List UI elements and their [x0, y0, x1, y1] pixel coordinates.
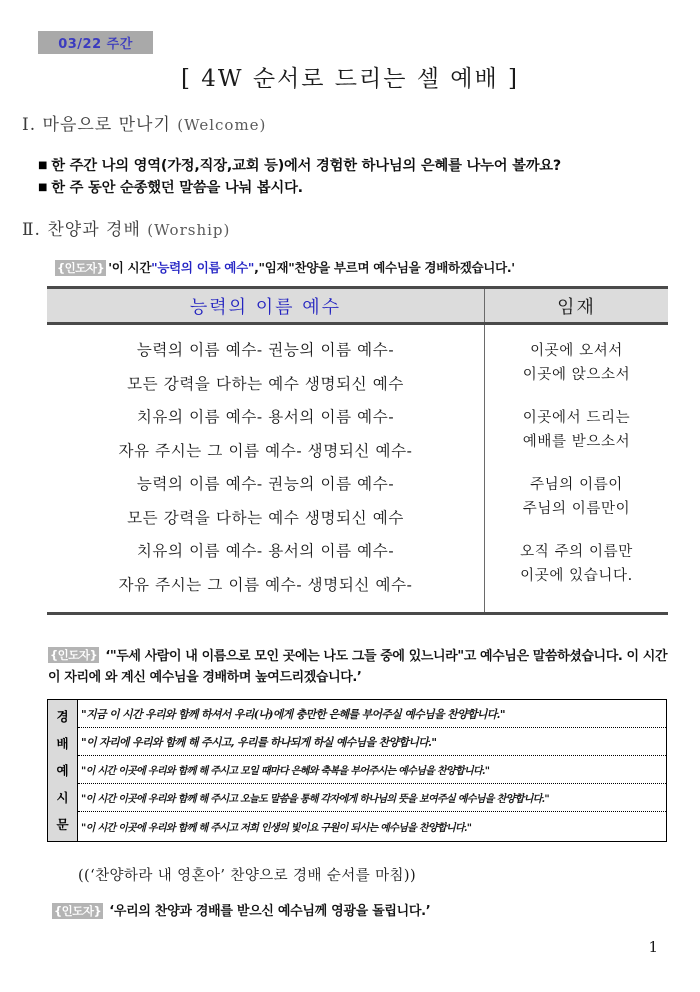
section-name-en: (Welcome) [177, 116, 267, 134]
presence-line: 이곳에서 드리는 [522, 410, 631, 426]
presence-line: 이곳에 오셔서 [530, 343, 623, 359]
song-title-primary: "능력의 이름 예수" [151, 260, 255, 275]
section-number: Ⅱ. [22, 220, 41, 240]
table-row [78, 812, 666, 840]
page-number: 1 [648, 938, 658, 956]
example-sentence: "이 자리에 우리와 함께 해 주시고, 우리를 하나되게 하실 예수님을 찬양합니다." [81, 734, 437, 749]
song-title-secondary: "임재" [258, 260, 295, 275]
column-header-presence: 임재 [485, 288, 669, 324]
lyric-line: 능력의 이름 예수- 권능의 이름 예수- [136, 475, 395, 493]
closing-note: ((‘찬양하라 내 영혼아’ 찬양으로 경배 순서를 마침)) [78, 868, 417, 884]
presence-lyrics-cell [485, 324, 669, 614]
praise-lyrics-table [47, 286, 668, 615]
list-item-label: 한 주 동안 순종했던 말씀을 나눠 봅시다. [51, 180, 303, 196]
table-row [47, 324, 668, 614]
example-sentence: "지금 이 시간 우리와 함께 하셔서 우리(나)에게 충만한 은혜를 부어주실 예수님을 찬양합니다." [81, 706, 505, 721]
leader-tag-badge: {인도자} [50, 648, 98, 662]
label-char: 시 [56, 790, 69, 805]
lyric-line: 능력의 이름 예수- 권능의 이름 예수- [136, 341, 395, 359]
worship-example-rows [78, 700, 666, 841]
presence-line: 오직 주의 이름만 [520, 544, 633, 560]
label-char: 배 [56, 736, 69, 751]
worship-example-vertical-label [48, 700, 78, 841]
presence-stanza [485, 473, 668, 521]
presence-line: 이곳에 있습니다. [520, 568, 633, 584]
leader-paragraph-scripture [48, 646, 682, 688]
column-header-song: 능력의 이름 예수 [47, 288, 485, 324]
lyric-line: 모든 강력을 다하는 예수 생명되신 예수 [127, 508, 404, 527]
presence-line: 이곳에 앉으소서 [522, 367, 631, 383]
page-title: [ 4W 순서로 드리는 셀 예배 ] [180, 66, 520, 92]
date-badge-label: 03/22 주간 [58, 37, 133, 52]
section-number: Ⅰ. [22, 115, 37, 135]
leader-tag-badge: {인도자} [54, 904, 102, 918]
table-header-row [47, 288, 668, 324]
presence-stanza [485, 406, 668, 454]
label-char: 경 [56, 709, 69, 724]
leader-tag-badge: {인도자} [57, 261, 105, 275]
table-row [78, 728, 666, 756]
table-row [78, 700, 666, 728]
square-bullet-icon: ■ [38, 160, 48, 171]
welcome-bullet-list [38, 155, 698, 199]
leader-line-closing-text: ‘우리의 찬양과 경배를 받으신 예수님께 영광을 돌립니다.’ [109, 904, 431, 919]
presence-line: 예배를 받으소서 [522, 434, 631, 450]
leader-line-closing [52, 900, 430, 919]
list-item-label: 한 주간 나의 영역(가정,직장,교회 등)에서 경험한 하나님의 은혜를 나누어 볼까요? [51, 158, 562, 174]
example-sentence: "이 시간 이곳에 우리와 함께 해 주시고 오늘도 말씀을 통해 각자에게 하나님의 뜻을 보여주실 예수님을 찬양합니다." [81, 793, 549, 805]
table-row [78, 784, 666, 812]
section-heading-welcome [22, 110, 266, 135]
square-bullet-icon: ■ [38, 182, 48, 193]
lyric-line: 치유의 이름 예수- 용서의 이름 예수- [136, 408, 395, 426]
label-char: 문 [56, 817, 69, 832]
list-item [38, 177, 698, 199]
section-name-ko: 마음으로 만나기 [42, 115, 171, 135]
leader-paragraph-text: ‘"두세 사람이 내 이름으로 모인 곳에는 나도 그들 중에 있느니라"고 예수님은 말씀하셨습니다. 이 시간 이 자리에 와 계신 예수님을 경배하며 높여드리겠습니다.’ [48, 649, 668, 685]
section-name-ko: 찬양과 경배 [47, 220, 141, 240]
presence-line: 주님의 이름이 [530, 477, 623, 493]
worship-example-box [47, 699, 667, 842]
date-badge [38, 31, 153, 54]
label-char: 예 [56, 763, 69, 778]
lyric-line: 자유 주시는 그 이름 예수- 생명되신 예수- [118, 441, 413, 460]
song-lyrics-cell [47, 324, 485, 614]
lyric-line: 모든 강력을 다하는 예수 생명되신 예수 [127, 374, 404, 393]
table-row [78, 756, 666, 784]
leader-line-suffix: 찬양을 부르며 예수님을 경배하겠습니다.' [294, 260, 515, 275]
presence-line: 주님의 이름만이 [522, 501, 631, 517]
list-item [38, 155, 698, 177]
example-sentence: "이 시간 이곳에 우리와 함께 해 주시고 모일 때마다 은혜와 축복을 부어주시는 예수님을 찬양합니다." [81, 765, 490, 777]
leader-line-middle: , [254, 260, 259, 275]
section-name-en: (Worship) [147, 221, 231, 239]
example-sentence: "이 시간 이곳에 우리와 함께 해 주시고 저희 인생의 빛이요 구원이 되시는 예수님을 찬양합니다." [81, 821, 472, 834]
presence-stanza [485, 339, 668, 387]
leader-line-worship-intro [55, 258, 515, 276]
section-heading-worship [22, 215, 230, 240]
presence-stanza [485, 540, 668, 588]
leader-line-prefix: '이 시간 [108, 260, 152, 275]
lyric-line: 치유의 이름 예수- 용서의 이름 예수- [136, 542, 395, 560]
lyric-line: 자유 주시는 그 이름 예수- 생명되신 예수- [118, 575, 413, 594]
